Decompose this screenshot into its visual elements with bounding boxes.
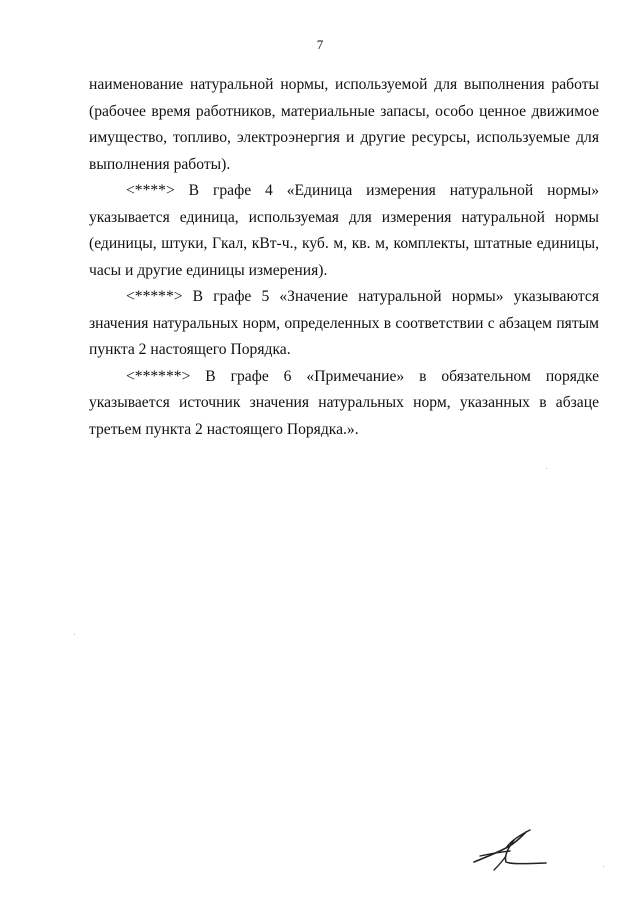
document-body — [89, 72, 599, 443]
scan-speck — [546, 468, 547, 469]
page-number: 7 — [316, 37, 324, 52]
scan-speck — [603, 866, 604, 867]
paragraph-footnote-6: <******> В графе 6 «Примечание» в обязательном порядке указывается источник значения натуральных норм, указанных в абзаце третьем пункта 2 настоящего Порядка.». — [89, 367, 599, 438]
paragraph-continuation: наименование натуральной нормы, используемой для выполнения работы (рабочее время работников, материальные запасы, особо ценное движимое имущество, топливо, электроэнергия и другие ресурсы, используемые для выполнения работы). — [89, 76, 599, 173]
scan-speck — [74, 634, 75, 635]
paragraph-footnote-4: <****> В графе 4 «Единица измерения натуральной нормы» указывается единица, используемая для измерения натуральной нормы (единицы, штуки, Гкал, кВт-ч., куб. м, кв. м, комплекты, штатные единицы, часы и другие единицы измерения). — [89, 182, 599, 279]
paragraph-footnote-5: <*****> В графе 5 «Значение натуральной нормы» указываются значения натуральных норм, определенных в соответствии с абзацем пятым пункта 2 настоящего Порядка. — [89, 288, 599, 358]
signature-mark — [470, 826, 550, 876]
